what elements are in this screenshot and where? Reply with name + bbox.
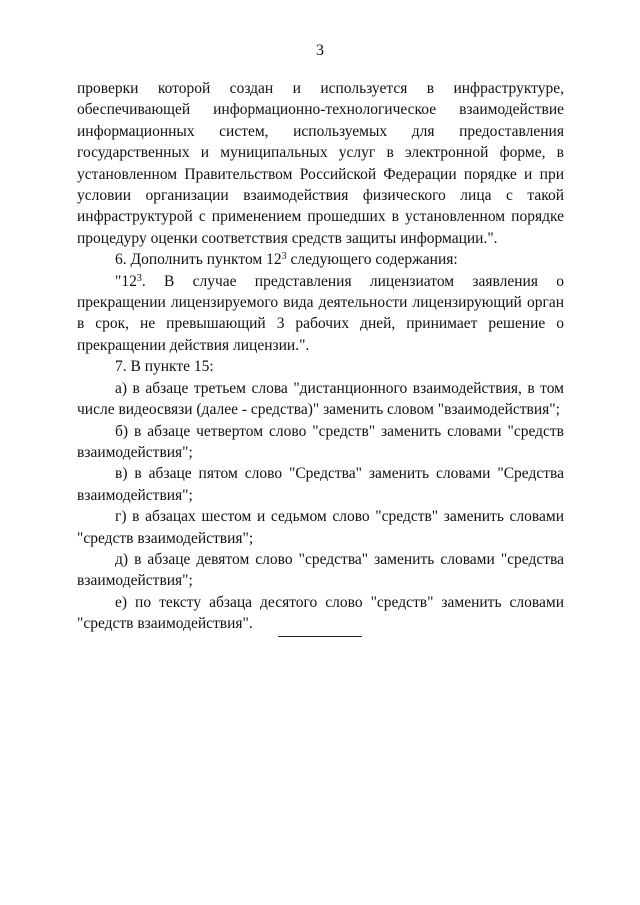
paragraph-quoted-12-3: [77, 271, 564, 357]
page-number: 3: [316, 42, 324, 59]
subitem-a: а) в абзаце третьем слова "дистанционного взаимодействия, в том числе видеосвязи (далее - средства)" заменить словом "взаимодействия";: [77, 379, 564, 419]
paragraph-item-7: 7. В пункте 15:: [115, 358, 214, 376]
subitem-g: г) в абзацах шестом и седьмом слово "средств" заменить словами "средств взаимодействия";: [77, 508, 564, 547]
paragraph-continuation: проверки которой создан и используется в инфраструктуре, обеспечивающей информационно-технологическое взаимодействие информационных систем, используемых для предоставления государственных и муниципальных услуг в электронной форме, в установленном Правительством Российской Федерации порядке и при условии организации взаимодействия физического лица с такой инфраструктурой с применением прошедших в установленном порядке процедуру оценки соответствия средств защиты информации.".: [77, 80, 564, 247]
subitem-v: в) в абзаце пятом слово "Средства" заменить словами "Средства взаимодействия";: [77, 465, 564, 504]
subitem-d: д) в абзаце девятом слово "средства" заменить словами "средства взаимодействия";: [77, 550, 564, 590]
quoted-text: . В случае представления лицензиатом заявления о прекращении лицензируемого вида деятельности лицензирующий орган в срок, не превышающий 3 рабочих дней, принимает решение о прекращении действия лицензии.".: [77, 272, 564, 354]
subitem-b: б) в абзаце четвертом слово "средств" заменить словами "средств взаимодействия";: [77, 422, 564, 461]
item-6-superscript: 3: [281, 251, 287, 263]
quoted-superscript: 3: [136, 272, 142, 284]
end-divider-line: [278, 636, 362, 637]
quoted-text-start: "12: [115, 272, 137, 290]
paragraph-item-6: [77, 249, 564, 270]
item-6-text-end: следующего содержания:: [286, 251, 458, 269]
subitem-e: е) по тексту абзаца десятого слово "средств" заменить словами "средств взаимодействия".: [77, 593, 564, 633]
document-body: [77, 78, 564, 635]
item-6-text: 6. Дополнить пунктом 12: [115, 251, 282, 269]
